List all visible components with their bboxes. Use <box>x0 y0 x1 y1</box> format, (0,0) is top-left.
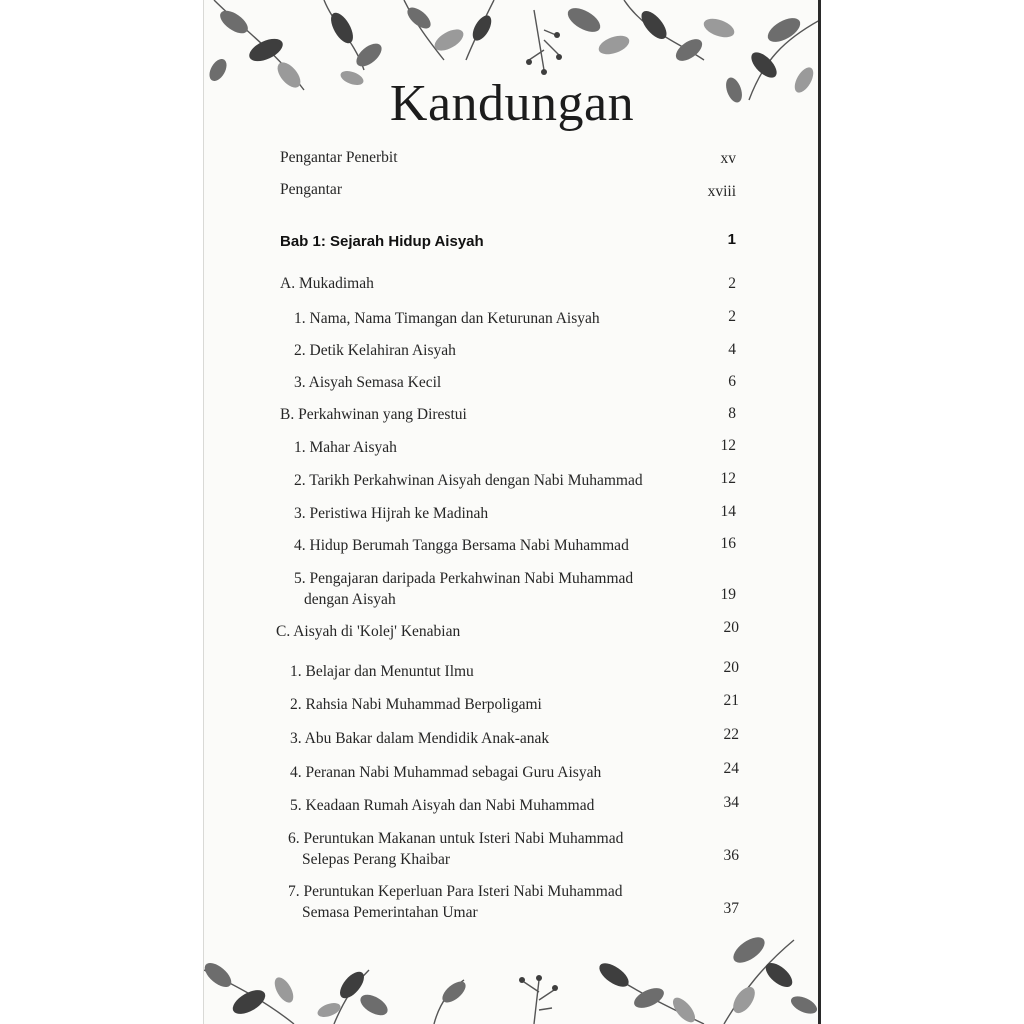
toc-subsection-page: 21 <box>723 692 739 709</box>
toc-subsection-page: 6 <box>728 373 736 390</box>
toc-section-page: 8 <box>728 405 736 422</box>
toc-subsection-label-continued: Selepas Perang Khaibar <box>302 851 451 868</box>
toc-subsection-label: 2. Tarikh Perkahwinan Aisyah dengan Nabi Muhammad <box>294 472 643 489</box>
toc-subsection-label-continued: dengan Aisyah <box>304 591 396 608</box>
toc-section-label: C. Aisyah di 'Kolej' Kenabian <box>276 623 461 640</box>
toc-subsection-label: 4. Peranan Nabi Muhammad sebagai Guru Aisyah <box>290 764 602 781</box>
toc-subsection-label: 1. Nama, Nama Timangan dan Keturunan Aisyah <box>294 310 600 327</box>
chapter-heading: Bab 1: Sejarah Hidup Aisyah <box>280 233 484 250</box>
toc-entry-label: Pengantar Penerbit <box>280 149 398 166</box>
toc-subsection-label: 6. Peruntukan Makanan untuk Isteri Nabi Muhammad <box>288 830 624 847</box>
book-page <box>204 0 820 1024</box>
toc-subsection-label: 3. Aisyah Semasa Kecil <box>294 374 442 391</box>
toc-subsection-label-continued: Semasa Pemerintahan Umar <box>302 904 478 921</box>
toc-subsection-page: 37 <box>723 900 739 917</box>
page-edge-right <box>818 0 821 1024</box>
toc-subsection-page: 22 <box>723 726 739 743</box>
toc-subsection-label: 1. Belajar dan Menuntut Ilmu <box>290 663 474 680</box>
toc-subsection-page: 12 <box>720 437 736 454</box>
toc-section-page: 20 <box>723 619 739 636</box>
toc-subsection-page: 24 <box>723 760 739 777</box>
toc-subsection-label: 2. Detik Kelahiran Aisyah <box>294 342 456 359</box>
toc-subsection-label: 1. Mahar Aisyah <box>294 439 397 456</box>
toc-subsection-page: 14 <box>720 503 736 520</box>
toc-subsection-label: 2. Rahsia Nabi Muhammad Berpoligami <box>290 696 542 713</box>
toc-subsection-page: 2 <box>728 308 736 325</box>
toc-section-label: B. Perkahwinan yang Direstui <box>280 406 467 423</box>
toc-subsection-page: 16 <box>720 535 736 552</box>
bottom-foliage-decoration <box>204 930 820 1024</box>
toc-subsection-page: 4 <box>728 341 736 358</box>
toc-subsection-page: 19 <box>720 586 736 603</box>
chapter-page: 1 <box>727 231 736 248</box>
toc-subsection-label: 3. Peristiwa Hijrah ke Madinah <box>294 505 489 522</box>
toc-entry-page: xv <box>720 150 736 167</box>
toc-section-page: 2 <box>728 275 736 292</box>
toc-subsection-page: 34 <box>723 794 739 811</box>
toc-entry-page: xviii <box>707 183 736 200</box>
toc-subsection-page: 12 <box>720 470 736 487</box>
toc-subsection-label: 7. Peruntukan Keperluan Para Isteri Nabi Muhammad <box>288 883 623 900</box>
page-title: Kandungan <box>389 75 635 132</box>
toc-subsection-page: 36 <box>723 847 739 864</box>
toc-subsection-label: 5. Keadaan Rumah Aisyah dan Nabi Muhammad <box>290 797 595 814</box>
toc-subsection-page: 20 <box>723 659 739 676</box>
toc-subsection-label: 4. Hidup Berumah Tangga Bersama Nabi Muhammad <box>294 537 629 554</box>
toc-subsection-label: 5. Pengajaran daripada Perkahwinan Nabi Muhammad <box>294 570 634 587</box>
toc-entry-label: Pengantar <box>280 181 342 198</box>
toc-section-label: A. Mukadimah <box>280 275 374 292</box>
toc-subsection-label: 3. Abu Bakar dalam Mendidik Anak-anak <box>290 730 550 747</box>
